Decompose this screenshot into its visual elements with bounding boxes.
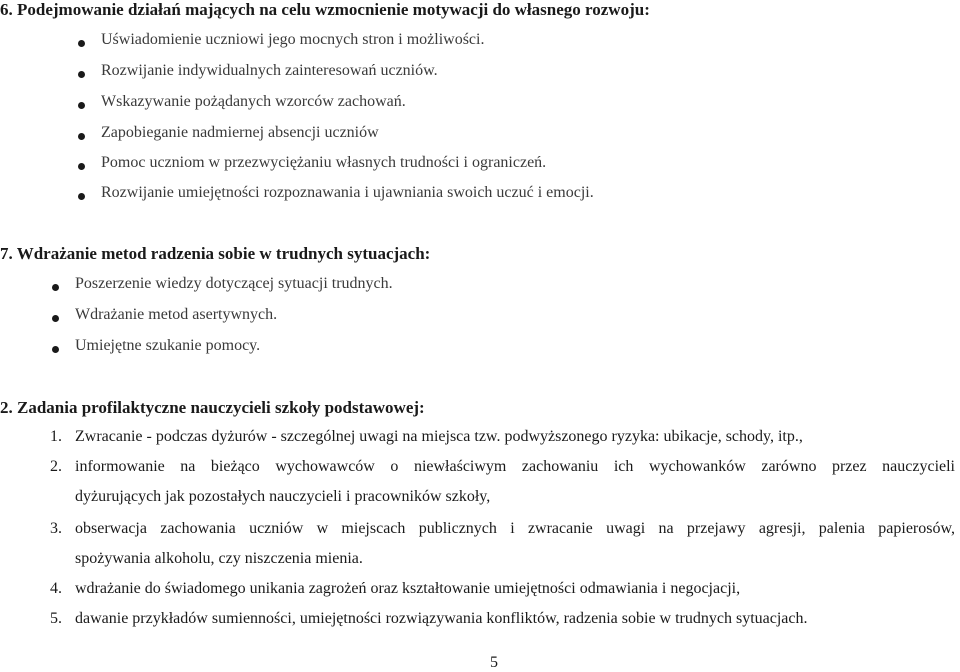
list-item: Zapobieganie nadmiernej absencji uczniów bbox=[101, 124, 379, 141]
list-item: Poszerzenie wiedzy dotyczącej sytuacji trudnych. bbox=[75, 275, 393, 292]
list-number: 4. bbox=[50, 580, 62, 597]
list-item: Umiejętne szukanie pomocy. bbox=[75, 337, 261, 354]
list-item-continuation: dyżurujących jak pozostałych nauczycieli i pracowników szkoły, bbox=[75, 488, 491, 505]
list-item: Pomoc uczniom w przezwyciężaniu własnych trudności i ograniczeń. bbox=[101, 154, 547, 171]
bullet-icon bbox=[78, 193, 85, 200]
list-item: informowanie na bieżąco wychowawców o niewłaściwym zachowaniu ich wychowanków zarówno przez nauczycieli bbox=[75, 458, 955, 475]
list-item: wdrażanie do świadomego unikania zagrożeń oraz kształtowanie umiejętności odmawiania i negocjacji, bbox=[75, 580, 741, 597]
list-item: Uświadomienie uczniowi jego mocnych stron i możliwości. bbox=[101, 31, 485, 48]
bullet-icon bbox=[78, 102, 85, 109]
list-number: 1. bbox=[50, 428, 62, 445]
list-item: Wdrażanie metod asertywnych. bbox=[75, 306, 278, 323]
bullet-icon bbox=[52, 346, 59, 353]
list-number: 5. bbox=[50, 610, 62, 627]
section-7-heading: 7. Wdrażanie metod radzenia sobie w trudnych sytuacjach: bbox=[0, 244, 431, 263]
bullet-icon bbox=[78, 133, 85, 140]
section-2-heading: 2. Zadania profilaktyczne nauczycieli szkoły podstawowej: bbox=[0, 398, 425, 417]
bullet-icon bbox=[78, 40, 85, 47]
list-item: Wskazywanie pożądanych wzorców zachowań. bbox=[101, 93, 406, 110]
bullet-icon bbox=[52, 315, 59, 322]
list-item: Zwracanie - podczas dyżurów - szczególnej uwagi na miejsca tzw. podwyższonego ryzyka: ubikacje, schody, itp., bbox=[75, 428, 803, 445]
list-item: dawanie przykładów sumienności, umiejętności rozwiązywania konfliktów, radzenia sobie w trudnych sytuacjach. bbox=[75, 610, 808, 627]
list-number: 2. bbox=[50, 458, 62, 475]
bullet-icon bbox=[78, 71, 85, 78]
page-number: 5 bbox=[490, 654, 498, 671]
list-item: Rozwijanie umiejętności rozpoznawania i ujawniania swoich uczuć i emocji. bbox=[101, 184, 594, 201]
list-item-continuation: spożywania alkoholu, czy niszczenia mienia. bbox=[75, 550, 363, 567]
list-item: Rozwijanie indywidualnych zainteresowań uczniów. bbox=[101, 62, 438, 79]
list-item: obserwacja zachowania uczniów w miejscach publicznych i zwracanie uwagi na przejawy agresji, palenia papierosów, bbox=[75, 520, 955, 537]
section-6-heading: 6. Podejmowanie działań mających na celu wzmocnienie motywacji do własnego rozwoju: bbox=[0, 0, 650, 19]
bullet-icon bbox=[52, 284, 59, 291]
bullet-icon bbox=[78, 163, 85, 170]
list-number: 3. bbox=[50, 520, 62, 537]
